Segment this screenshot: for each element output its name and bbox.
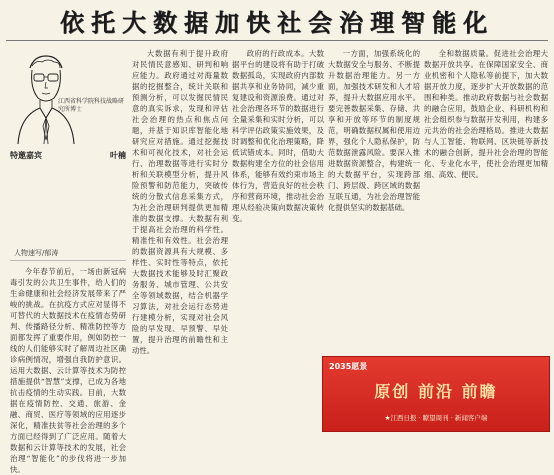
column-1-text: 今年春节前后，一场由新冠病毒引发的公共卫生事件，给人们的生命健康和社会经济发展带来了严峻的挑战。在抗疫方式应对显得不可替代的大数据技术在疫情态势研判、传播路径分析、精准防控等方面都发挥了重要作用，例如防控一线的人们能够实时了解周边社区确诊病例情况，增强自我防护意识。运用大数据、云计算等技术为防控措施提供“智慧”支撑，已成为各地抗击疫情的生动实践。目前，大数据在疫情防控、交通、旅游、金融、商贸、医疗等领域的应用逐步深化，精准扶贫等社会治理的多个方面已经得到了广泛应用。随着大数据和云计算等技术的发展，社会治理“智能化”的步伐将进一步加快。	[10, 267, 126, 474]
article-column-1	[10, 266, 126, 474]
promo-footer: ★江西日报 · 瞭望周刊 · 新闻客户端	[384, 414, 488, 422]
promo-slogan: 原创 前沿 前瞻	[374, 382, 498, 401]
author-affiliation: 江西省科学院科技战略研究所博士	[58, 98, 125, 113]
article-column-3	[232, 48, 324, 430]
sketch-credit: 人物速写/郁涛	[14, 249, 59, 257]
promo-banner[interactable]	[322, 356, 550, 432]
column-2-text: 大数据有利于提升政府对民情民意感知、研判和响应能力。政府通过对海量数据的挖掘整合，统计关联和预测分析，可以发掘民情民意的真实诉求，发现和评估社会治理的热点和焦点问题，并基于知识库智能化地研究应对措施。通过挖掘技术和可视化技术，对社会运行、治理数据等进行实时分析和关联模型分析，提升风险预警和防范能力，突破传统的分散式信息采集方式，为社会治理研判提供更加精准的数据支撑。大数据有利于提高社会治理的科学性。精准性和有效性。社会治理的数据资源具有大规模、多样性、实时性等特点，依托大数据技术能够及时汇聚政务服务、城市管理、公共安全等领域数据，结合机器学习算法，对社会运行态势进行建模分析，实现对社会风险的早发现、早预警、早处置，提升治理的前瞻性和主动性。	[132, 49, 228, 355]
article-column-2	[132, 48, 228, 430]
column-4-text: 一方面，加强系统化的大数据安全与服务、不断提升数据治理能力。另一方面，加强技术研发和人才培养，提升大数据应用水平。要完善数据采集、存储、共享和开放等环节的制度规范，明确数据权属和使用边界，强化个人隐私保护，防范数据泄露风险。要深入推进数据资源整合，构建统一的大数据平台，实现跨部门、跨层级、跨区域的数据互联互通，为社会治理智能化提供坚实的数据基础。	[328, 49, 420, 212]
author-sidebar	[6, 42, 128, 474]
column-3-text: 政府的行政成本。大数据平台的建设将有助于打破数据孤岛，实现政府内部数据共享和业务协同，减少重复建设和资源浪费。通过对社会治理各环节的数据进行全量采集和实时分析，可以科学评估政策实施效果，及时调整和优化治理策略，降低试错成本。同时，借助大数据构建全方位的社会信用体系，能够有效约束市场主体行为，营造良好的社会秩序和营商环境，推动社会治理从经验决策向数据决策转变。	[232, 49, 324, 223]
column-label: 特邀嘉宾	[10, 151, 42, 160]
author-name: 叶楠	[110, 151, 126, 160]
article-column-5	[424, 48, 548, 350]
headline: 依托大数据加快社会治理智能化	[60, 8, 494, 37]
column-5-text: 全和数据质量。促进社会治理大数据开放共享。在保障国家安全、商业机密和个人隐私等前提下，加大数据开放力度，逐步扩大开放数据的范围和种类。推动政府数据与社会数据的融合应用，鼓励企业、科研机构和社会组织参与数据开发利用，构建多元共治的社会治理格局。推进大数据与人工智能、物联网、区块链等新技术的融合创新，提升社会治理的智能化、专业化水平，使社会治理更加精细、高效、便民。	[424, 49, 548, 179]
promo-tag: 2035愿景	[329, 362, 368, 371]
article-column-4	[328, 48, 420, 350]
guest-label-row	[10, 150, 126, 161]
headline-rule	[6, 40, 548, 41]
sidebar-rule	[10, 260, 126, 261]
